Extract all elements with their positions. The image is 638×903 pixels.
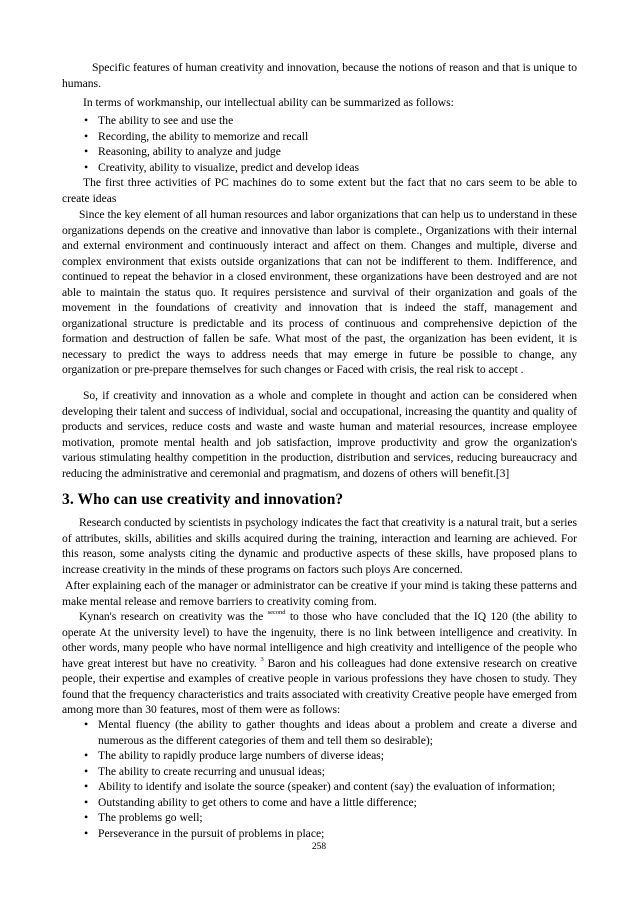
list-item: • The ability to rapidly produce large numbers of diverse ideas; <box>84 748 577 764</box>
list-item: • The ability to see and use the <box>84 113 574 129</box>
kynan-text-c: Baron and his colleagues had done extensive research on creative people, their expertise and examples of creative people in various professions they have chosen to study. They found that the frequency characteristics and traits associated with creativity Creative people have emerged from among more than 30 features, most of them were as follows: <box>62 656 577 716</box>
list-item: • Ability to identify and isolate the source (speaker) and content (say) the evaluation of information; <box>84 779 577 795</box>
reference-superscript: 3 <box>260 655 264 663</box>
creative-traits-list <box>84 717 577 841</box>
organizations-paragraph: Since the key element of all human resources and labor organizations that can help us to understand in these organizations depends on the creative and innovative than labor is complete., Organizations with their internal and external environment and continuously interact and affect on them. Changes and multiple, diverse and complex environment that exists outside organizations that can not be indifferent to them. Indifference, and continued to repeat the behavior in a closed environment, these organizations have been destroyed and are not able to maintain the status quo. It requires persistence and survival of their organization and goals of the movement in the foundations of creativity and innovation that is indeed the staff, management and organizational structure is predictable and its process of continuous and comprehensive depiction of the formation and destruction of fallen be safe. What most of the past, the organization has been evident, it is necessary to predict the ways to address needs that may emerge in future be possible to change, any organization or pre-prepare themselves for such changes or Faced with crisis, the real risk to accept . <box>62 208 577 376</box>
kynan-text-b: to those who have concluded that the IQ 120 (the ability to operate At the university level) to have the ingenuity, there is no link between intelligence and creativity. In other words, many people who have normal intelligence and high creativity and intelligence of the people who have great interest but have no creativity. <box>62 610 577 670</box>
summary-intro-paragraph: In terms of workmanship, our intellectual ability can be summarized as follows: <box>83 96 454 109</box>
list-item: • Reasoning, ability to analyze and judge <box>84 144 574 160</box>
pc-machines-paragraph: The first three activities of PC machines do to some extent but the fact that no cars seem to be able to create ideas <box>62 176 577 205</box>
abilities-list <box>84 113 574 175</box>
page-number: 258 <box>311 842 327 852</box>
list-item: • The problems go well; <box>84 810 577 826</box>
research-paragraph: Research conducted by scientists in psychology indicates the fact that creativity is a natural trait, but a series of attributes, skills, abilities and skills acquired during the training, interaction and learning are achieved. For this reason, some analysts citing the dynamic and productive aspects of these skills, have proposed plans to increase creativity in the minds of these programs on factors such ploys Are concerned. <box>62 516 577 576</box>
list-item: • Outstanding ability to get others to come and have a little difference; <box>84 795 577 811</box>
list-item: • Recording, the ability to memorize and recall <box>84 129 574 145</box>
list-item: • The ability to create recurring and unusual ideas; <box>84 764 577 780</box>
kynan-research-paragraph <box>62 609 577 718</box>
creativity-benefits-paragraph: So, if creativity and innovation as a whole and complete in thought and action can be considered when developing their talent and success of individual, social and occupational, increasing the quantity and quality of products and services, reduce costs and waste and waste human and material resources, increase employee motivation, promote mental health and job satisfaction, improve productivity and grow the organization's various stimulating healthy competition in the production, distribution and services, reducing bureaucracy and reducing the administrative and ceremonial and pragmatism, and dozens of others will benefit.[3] <box>62 389 577 480</box>
list-item: • Creativity, ability to visualize, predict and develop ideas <box>84 160 574 176</box>
list-item: • Mental fluency (the ability to gather thoughts and ideas about a problem and create a diverse and numerous as the different categories of them and tell them so desirable); <box>84 717 577 748</box>
list-item: • Perseverance in the pursuit of problems in place; <box>84 826 577 842</box>
footnote-superscript: second <box>267 609 286 616</box>
intro-paragraph: Specific features of human creativity and innovation, because the notions of reason and that is unique to humans. <box>62 61 577 90</box>
section-heading: 3. Who can use creativity and innovation? <box>62 491 344 508</box>
manager-paragraph: After explaining each of the manager or administrator can be creative if your mind is taking these patterns and make mental release and remove barriers to creativity coming from. <box>62 579 577 608</box>
kynan-text-a: Kynan's research on creativity was the <box>79 610 268 623</box>
